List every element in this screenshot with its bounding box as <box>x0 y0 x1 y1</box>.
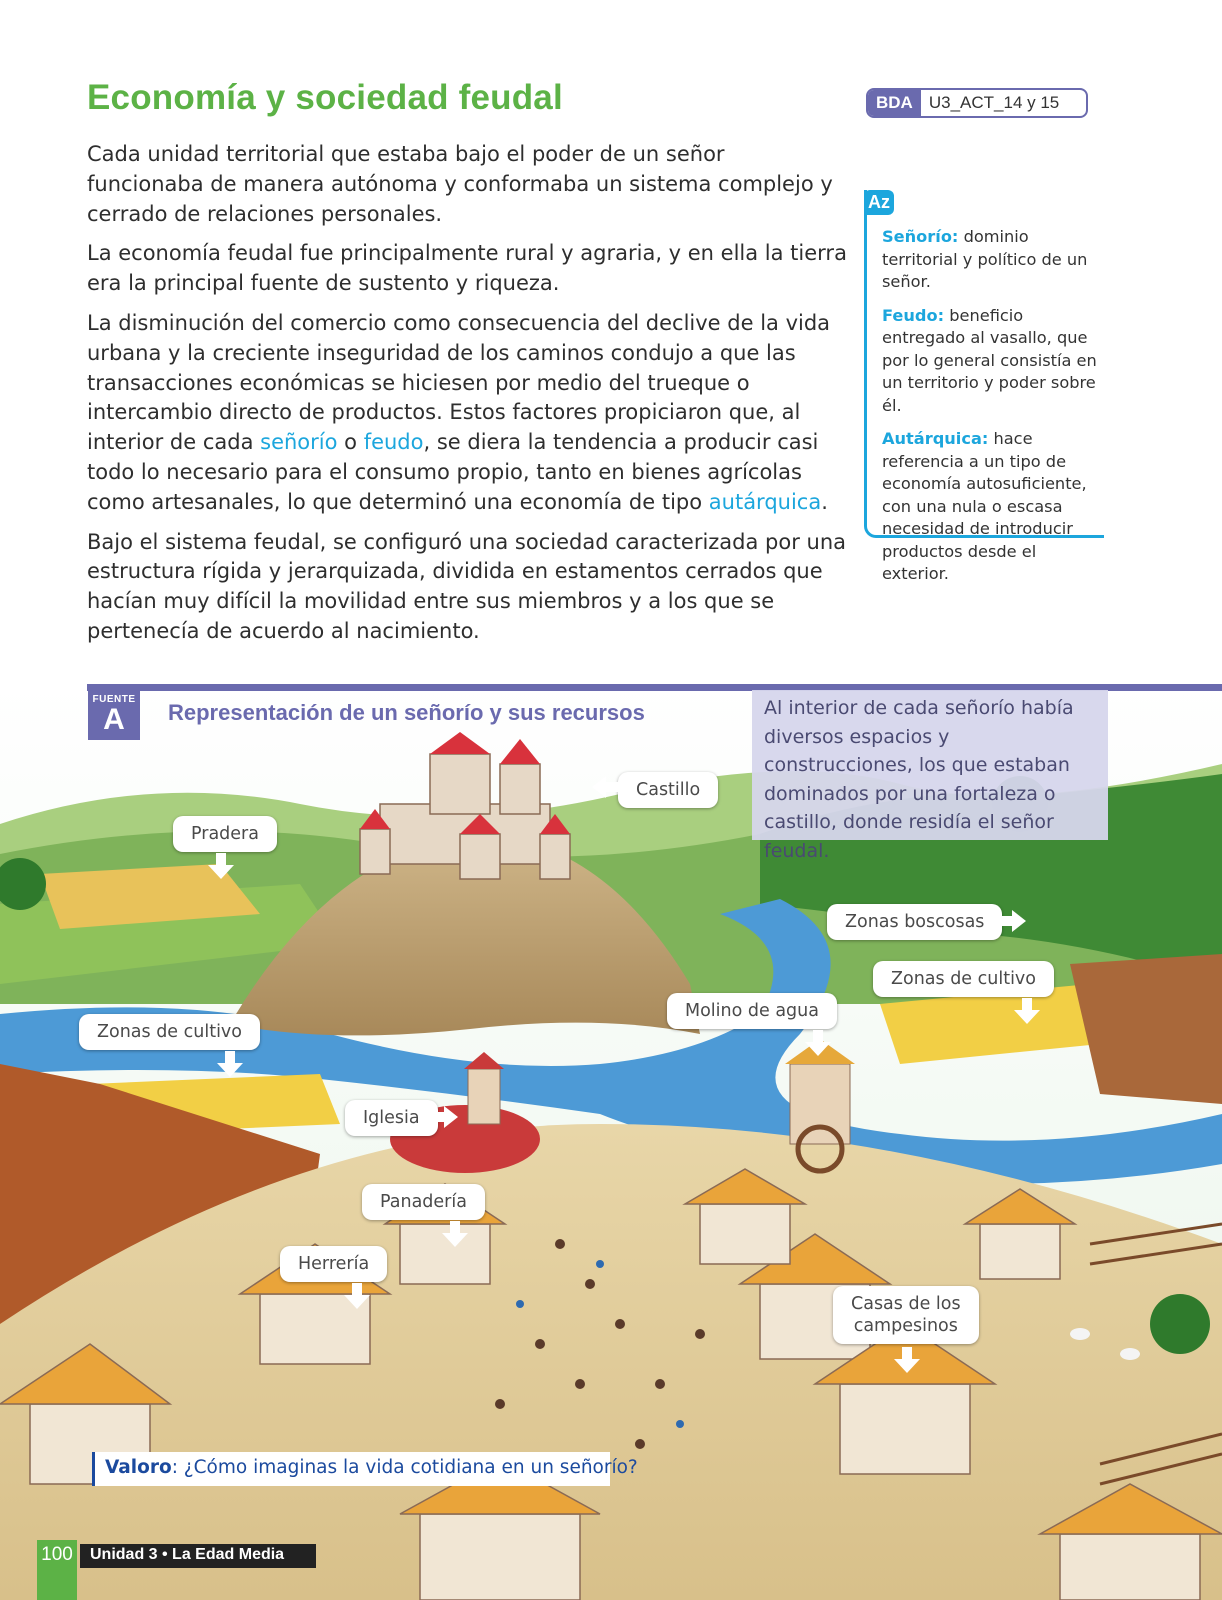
label-panaderia: Panadería <box>362 1184 485 1220</box>
label-line: campesinos <box>853 1316 958 1336</box>
keyword-autarquica[interactable]: autárquica <box>708 489 822 514</box>
label-line: Casas de los <box>851 1294 961 1314</box>
source-label: FUENTE <box>92 694 136 705</box>
glossary-definition: hace referencia a un tipo de economía autosuficiente, con una nula o escasa necesidad de introducir productos desde el exterior. <box>882 429 1087 583</box>
arrow-left-icon <box>592 774 620 800</box>
source-title: Representación de un señorío y sus recursos <box>168 700 645 725</box>
label-herreria: Herrería <box>280 1246 387 1282</box>
text-span: o <box>337 430 364 455</box>
label-casas-campesinos <box>833 1286 979 1344</box>
valoro-text: : ¿Cómo imaginas la vida cotidiana en un señorío? <box>171 1457 638 1478</box>
keyword-senorio[interactable]: señorío <box>260 430 338 455</box>
glossary-definition: beneficio entregado al vasallo, que por lo general consistía en un territorio y poder sobre él. <box>882 305 1097 415</box>
paragraph-4: Bajo el sistema feudal, se configuró una sociedad caracterizada por una estructura rígida y jerarquizada, dividida en estamentos cerrados que hacían muy difícil la movilidad entre sus miembros y a los que se pertenecía de acuerdo al nacimiento. <box>87 529 847 643</box>
source-caption: Al interior de cada señorío había diversos espacios y construcciones, los que estaban dominados por una fortaleza o castillo, donde residía el señor feudal. <box>752 690 1108 840</box>
bda-tag: BDA <box>868 90 921 116</box>
label-zonas-cultivo-left: Zonas de cultivo <box>79 1014 260 1050</box>
text-span: , se diera la tendencia a producir casi todo lo necesario para el consumo propio, tanto en bienes agrícolas como artesanales, lo que determinó una economía de tipo <box>87 430 819 514</box>
arrow-down-icon <box>217 1051 243 1077</box>
glossary-term: Autárquica: <box>882 429 989 448</box>
glossary-term: Señorío: <box>882 227 959 246</box>
valoro-question <box>92 1452 638 1486</box>
arrow-down-icon <box>1014 998 1040 1024</box>
glossary-term: Feudo: <box>882 305 945 325</box>
glossary-box <box>864 190 1104 583</box>
source-letter: A <box>103 703 125 736</box>
label-pradera: Pradera <box>173 816 277 852</box>
bda-reference[interactable] <box>866 88 1088 118</box>
arrow-down-icon <box>894 1347 920 1373</box>
arrow-right-icon <box>430 1104 458 1130</box>
keyword-feudo[interactable]: feudo <box>363 430 424 455</box>
glossary-badge: Az <box>864 190 894 215</box>
main-text <box>87 140 847 657</box>
unit-label: Unidad 3 • La Edad Media <box>80 1544 316 1568</box>
text-span: . <box>821 489 828 514</box>
page-number: 100 <box>37 1540 77 1600</box>
label-castillo: Castillo <box>618 772 718 808</box>
valoro-label: Valoro <box>105 1457 172 1478</box>
label-zonas-boscosas: Zonas boscosas <box>827 904 1002 940</box>
paragraph-3 <box>87 309 847 518</box>
arrow-down-icon <box>805 1030 831 1056</box>
text-span: La disminución del comercio como consecuencia del declive de la vida urbana y la creciente inseguridad de los caminos condujo a que las transacciones económicas se hiciesen por medio del trueque o intercambio directo de productos. Estos factores propiciaron que, al interior de cada <box>87 310 831 455</box>
paragraph-2: La economía feudal fue principalmente rural y agraria, y en ella la tierra era la principal fuente de sustento y riqueza. <box>87 241 847 296</box>
glossary-definition: dominio territorial y político de un señor. <box>882 227 1088 291</box>
bda-code: U3_ACT_14 y 15 <box>928 93 1060 112</box>
glossary-entry <box>882 305 1107 418</box>
source-badge <box>88 690 140 740</box>
label-iglesia: Iglesia <box>345 1100 438 1136</box>
arrow-down-icon <box>208 853 234 879</box>
arrow-down-icon <box>442 1221 468 1247</box>
paragraph-1: Cada unidad territorial que estaba bajo el poder de un señor funcionaba de manera autónoma y conformaba un sistema complejo y cerrado de relaciones personales. <box>87 142 833 226</box>
glossary-entry <box>882 428 1107 586</box>
glossary-entries <box>882 226 1107 597</box>
glossary-entry <box>882 226 1107 294</box>
arrow-down-icon <box>344 1283 370 1309</box>
page-title: Economía y sociedad feudal <box>87 78 563 117</box>
arrow-right-icon <box>998 908 1026 934</box>
label-molino: Molino de agua <box>667 993 837 1029</box>
label-zonas-cultivo-right: Zonas de cultivo <box>873 961 1054 997</box>
